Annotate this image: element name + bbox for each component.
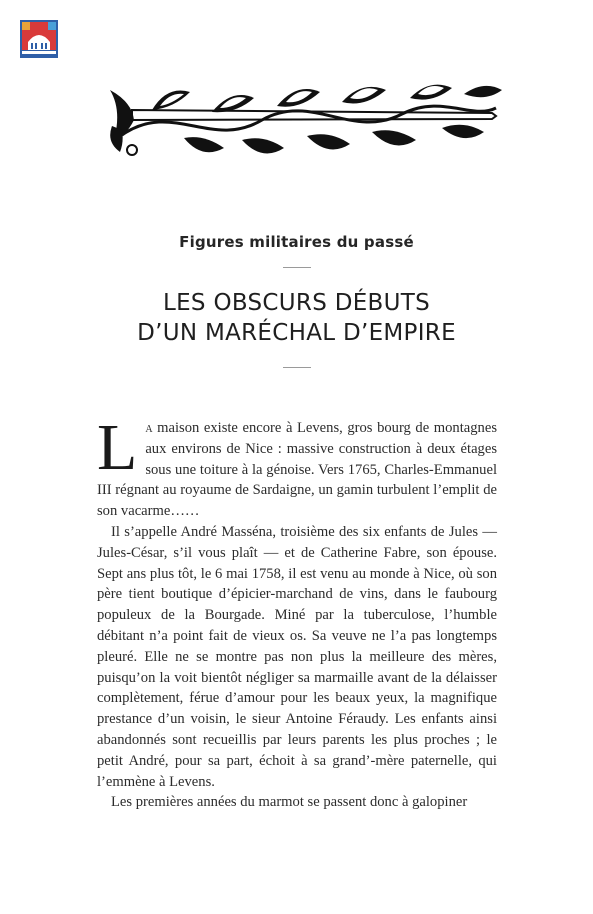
paragraph-2: Il s’appelle André Masséna, troisième des six enfants de Jules — Jules-César, s’il vous plaît — et de Catherine Fabre, son épouse. Sept ans plus tôt, le 6 mai 1758, il est venu au monde à Nice, où son père tient boutique d’épicier-marchand de vins, dans le faubourg populeux de la Bourgade. Miné par la tuberculose, l’humble débitant n’a point fait de vieux os. Sa veuve ne l’a pas longtemps pleuré. Elle ne se montre pas non plus la meilleure des mères, puisqu’on la voit bientôt négliger sa marmaille avant de la délaisser complètement, férue d’amour pour les beaux yeux, la magnifique prestance d’un voisin, le sieur Antoine Féraudy. Les enfants ainsi abandonnés sont recueillis par leurs parents les plus proches ; le petit André, pour sa part, échoit à sa grand’-mère paternelle, qui l’emmène à Levens. [97,523,497,790]
paragraph-3: Les premières années du marmot se passent donc à galopiner [111,794,468,811]
article-title [0,288,593,348]
title-line-1: LES OBSCURS DÉBUTS [162,290,431,316]
library-logo [20,20,58,58]
divider-top [283,267,311,268]
drop-cap: L [97,411,138,484]
first-word: a [145,420,153,436]
laurel-ornament-icon [92,80,504,172]
title-line-2: D’UN MARÉCHAL D’EMPIRE [137,320,456,346]
divider-bottom [283,367,311,368]
paragraph-1 [97,411,497,522]
building-icon [20,20,58,58]
paragraph-1-text: maison existe encore à Levens, gros bourg de montagnes aux environs de Nice : massive construction à deux étages sous une toiture à la génoise. Vers 1765, Charles-Emmanuel III régnant au royaume de Sardaigne, un gamin turbulent l’emplit de son vacarme…… [97,420,497,520]
laurel-sword-ornament [92,80,504,172]
article-body [97,411,497,813]
section-kicker: Figures militaires du passé [179,233,414,251]
